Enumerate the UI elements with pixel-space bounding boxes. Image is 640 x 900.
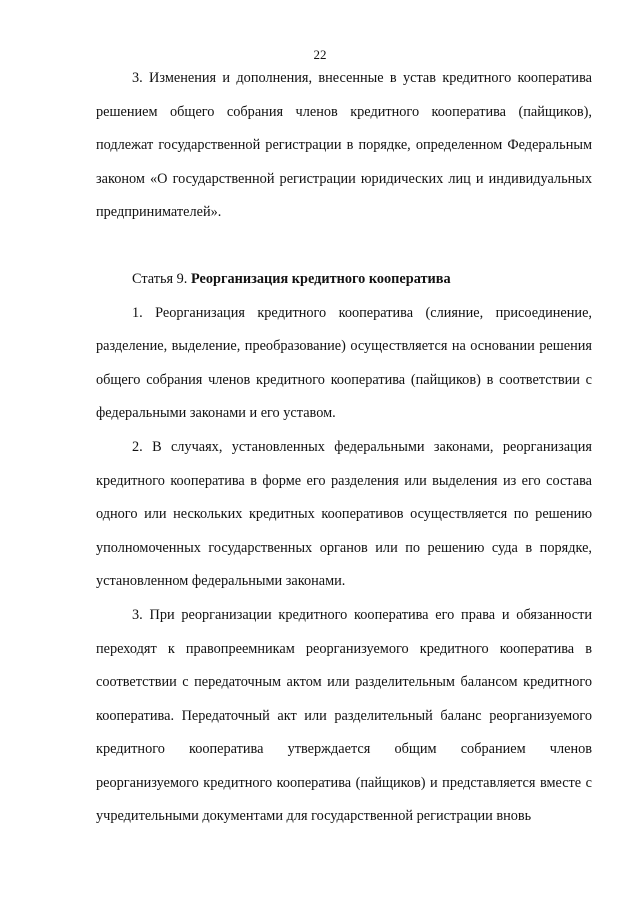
article-title: Реорганизация кредитного кооператива — [190, 270, 451, 287]
page-number: 22 — [313, 47, 327, 62]
paragraph-amendments-registration: 3. Изменения и дополнения, внесенные в устав кредитного кооператива решением общего собрания членов кредитного кооператива (пайщиков), подлежат государственной регистрации в порядке, определенном Федеральным законом «О государственной регистрации юридических лиц и индивидуальных предпринимателей». — [96, 70, 592, 221]
article-heading — [96, 263, 592, 297]
article-label: Статья 9. — [132, 270, 188, 287]
paragraph-item-1: 1. Реорганизация кредитного кооператива (слияние, присоединение, разделение, выделение, преобразование) осуществляется на основании решения общего собрания членов кредитного кооператива (пайщиков) в соответствии с федеральными законами и его уставом. — [96, 304, 592, 422]
document-body — [96, 62, 592, 834]
paragraph-item-2: 2. В случаях, установленных федеральными законами, реорганизация кредитного кооператива в форме его разделения или выделения из его состава одного или нескольких кредитных кооперативов осуществляется по решению уполномоченных государственных органов или по решению суда в порядке, установленном федеральными законами. — [96, 438, 592, 590]
paragraph-item-3: 3. При реорганизации кредитного кооператива его права и обязанности переходят к правопреемникам реорганизуемого кредитного кооператива в соответствии с передаточным актом или разделительным балансом кредитного кооператива. Передаточный акт или разделительный баланс реорганизуемого кредитного кооператива утверждается общим собранием членов реорганизуемого кредитного кооператива (пайщиков) и представляется вместе с учредительными документами для государственной регистрации вновь — [96, 606, 592, 825]
